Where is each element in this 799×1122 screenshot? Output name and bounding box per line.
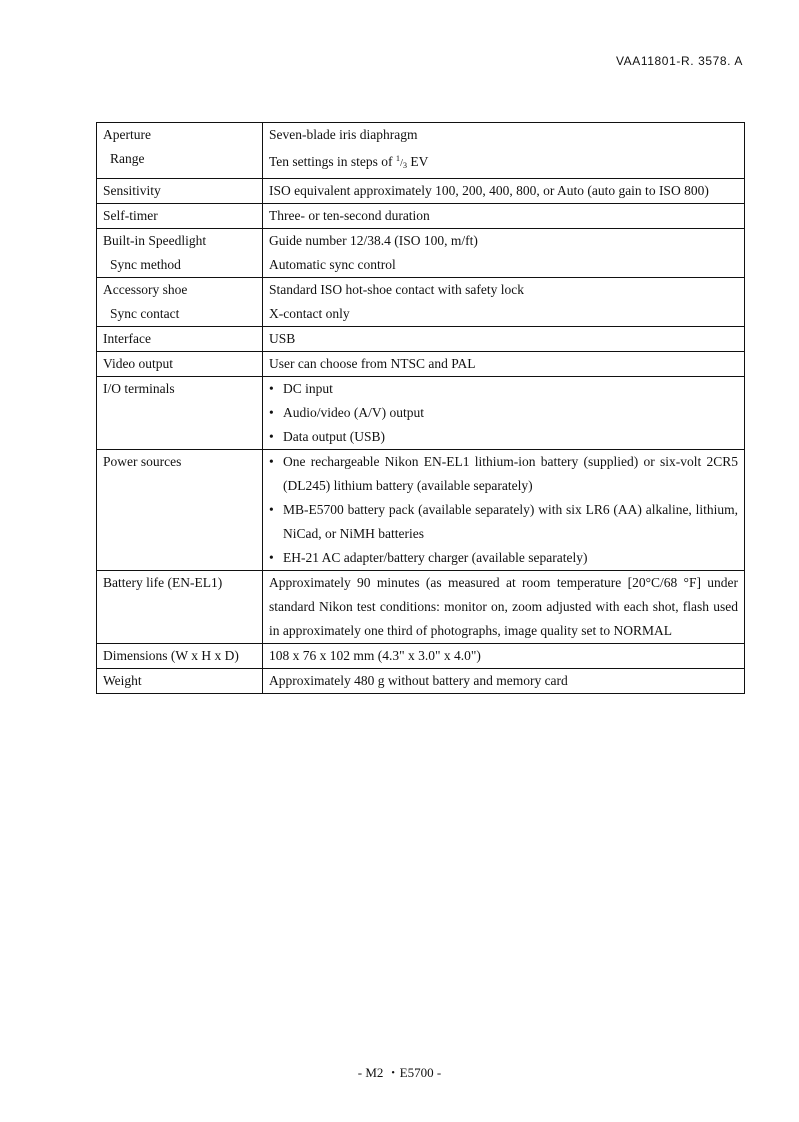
speedlight-label: Built-in Speedlight bbox=[103, 233, 207, 248]
row-label-cell bbox=[97, 278, 263, 327]
power-sources-list bbox=[263, 450, 745, 571]
row-label-cell bbox=[97, 123, 263, 179]
page-number: - M2 ・E5700 - bbox=[357, 1065, 442, 1080]
self-timer-value: Three- or ten-second duration bbox=[263, 204, 745, 229]
one-third-fraction: $^1/_3$ bbox=[395, 154, 408, 170]
list-item: • Audio/video (A/V) output bbox=[269, 401, 738, 425]
accessory-shoe-label: Accessory shoe bbox=[103, 282, 188, 297]
list-item: • EH-21 AC adapter/battery charger (available separately) bbox=[269, 546, 738, 570]
table-row bbox=[97, 669, 745, 694]
sensitivity-label: Sensitivity bbox=[97, 179, 263, 204]
sync-contact-label: Sync contact bbox=[110, 306, 180, 321]
range-prefix: Ten settings in steps of bbox=[269, 154, 396, 169]
weight-value: Approximately 480 g without battery and memory card bbox=[263, 669, 745, 694]
weight-label: Weight bbox=[97, 669, 263, 694]
io-terminals-label: I/O terminals bbox=[97, 377, 263, 450]
range-label: Range bbox=[110, 151, 145, 166]
list-item: • Data output (USB) bbox=[269, 425, 738, 449]
table-row bbox=[97, 352, 745, 377]
spec-table bbox=[96, 122, 745, 694]
battery-life-label: Battery life (EN-EL1) bbox=[97, 571, 263, 644]
sensitivity-value: ISO equivalent approximately 100, 200, 400, 800, or Auto (auto gain to ISO 800) bbox=[263, 179, 745, 204]
table-row bbox=[97, 179, 745, 204]
power-sources-label: Power sources bbox=[97, 450, 263, 571]
row-value-cell bbox=[263, 123, 745, 179]
row-label-cell bbox=[97, 229, 263, 278]
io-terminals-list bbox=[263, 377, 745, 450]
fraction-numerator: 1 bbox=[395, 154, 401, 163]
battery-life-value: Approximately 90 minutes (as measured at room temperature [20°C/68 °F] under standard Nikon test conditions: monitor on, zoom adjusted with each shot, flash used in approximately one third of photographs, image quality set to NORMAL bbox=[263, 571, 745, 644]
list-item: • MB-E5700 battery pack (available separately) with six LR6 (AA) alkaline, lithium, NiCad, or NiMH batteries bbox=[269, 498, 738, 546]
fraction-denominator: 3 bbox=[402, 161, 408, 170]
aperture-label: Aperture bbox=[103, 127, 151, 142]
table-row bbox=[97, 571, 745, 644]
speedlight-value: Guide number 12/38.4 (ISO 100, m/ft) bbox=[269, 233, 478, 248]
list-item: • One rechargeable Nikon EN-EL1 lithium-ion battery (supplied) or six-volt 2CR5 (DL245) lithium battery (available separately) bbox=[269, 450, 738, 498]
table-row bbox=[97, 204, 745, 229]
aperture-value: Seven-blade iris diaphragm bbox=[269, 127, 418, 142]
sync-method-label: Sync method bbox=[110, 257, 181, 272]
range-value bbox=[269, 147, 738, 178]
accessory-shoe-value: Standard ISO hot-shoe contact with safety lock bbox=[269, 282, 524, 297]
table-row bbox=[97, 644, 745, 669]
sync-contact-value: X-contact only bbox=[269, 306, 350, 321]
self-timer-label: Self-timer bbox=[97, 204, 263, 229]
table-row bbox=[97, 123, 745, 179]
list-item: • DC input bbox=[269, 377, 738, 401]
video-output-value: User can choose from NTSC and PAL bbox=[263, 352, 745, 377]
sync-method-value: Automatic sync control bbox=[269, 257, 396, 272]
interface-value: USB bbox=[263, 327, 745, 352]
table-row bbox=[97, 229, 745, 278]
dimensions-value: 108 x 76 x 102 mm (4.3" x 3.0" x 4.0") bbox=[263, 644, 745, 669]
table-row bbox=[97, 327, 745, 352]
dimensions-label: Dimensions (W x H x D) bbox=[97, 644, 263, 669]
table-row bbox=[97, 450, 745, 571]
video-output-label: Video output bbox=[97, 352, 263, 377]
table-row bbox=[97, 278, 745, 327]
row-value-cell bbox=[263, 229, 745, 278]
range-suffix: EV bbox=[407, 154, 429, 169]
table-row bbox=[97, 377, 745, 450]
document-id: VAA11801-R. 3578. A bbox=[615, 54, 743, 68]
interface-label: Interface bbox=[97, 327, 263, 352]
row-value-cell bbox=[263, 278, 745, 327]
